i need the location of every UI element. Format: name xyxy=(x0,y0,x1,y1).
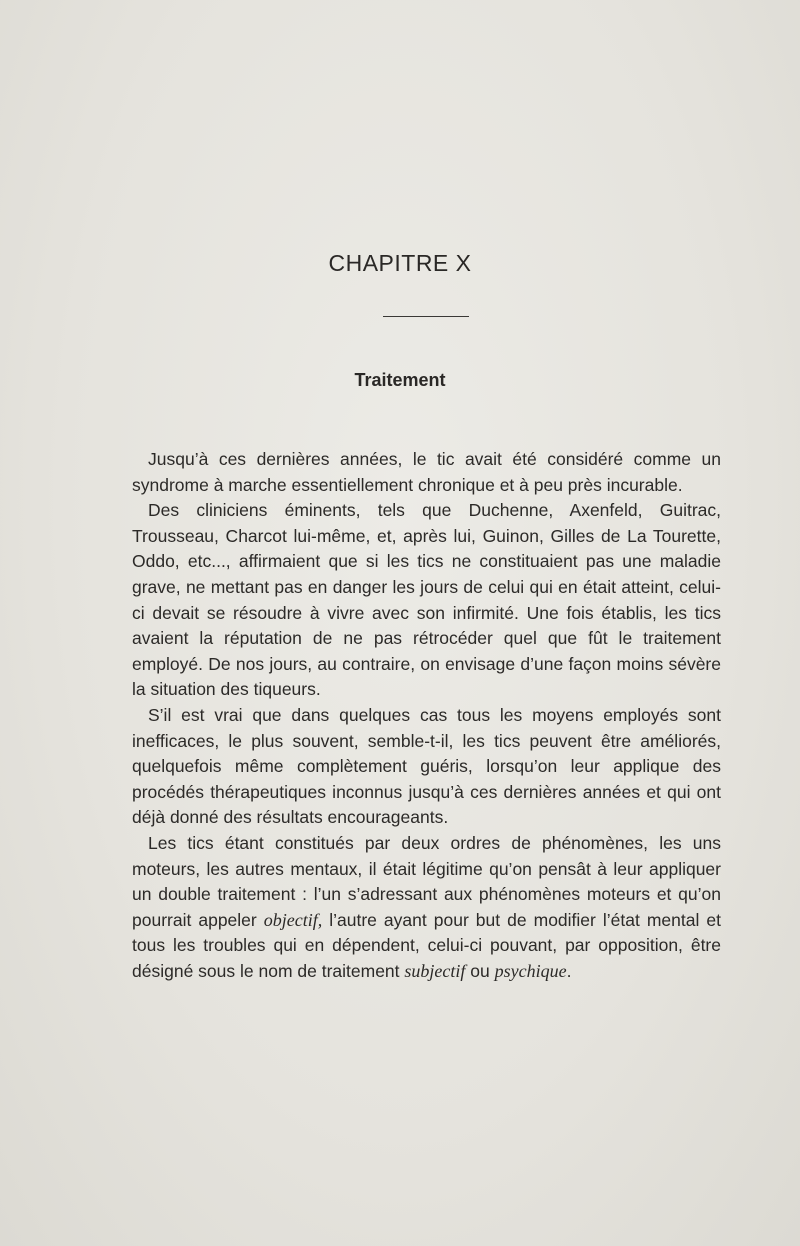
term-subjectif: subjectif xyxy=(404,960,466,981)
term-psychique: psychique xyxy=(494,960,567,981)
chapter-heading: CHAPITRE X xyxy=(328,250,472,276)
term-objectif: objectif, xyxy=(263,909,323,930)
paragraph-4 xyxy=(132,831,721,985)
paragraph-3: S’il est vrai que dans quelques cas tous les moyens employés sont inefficaces, le plus souvent, semble-t-il, les tics peuvent être améliorés, quelquefois même complètement guéris, lorsqu’on leur applique des procédés thérapeutiques inconnus jusqu’à ces dernières années et qui ont déjà donné des résultats encourageants. xyxy=(132,704,721,828)
paragraph-1: Jusqu’à ces dernières années, le tic avait été considéré comme un syndrome à marche essentiellement chronique et à peu près incurable. xyxy=(132,449,721,495)
body-text xyxy=(132,447,721,984)
section-title: Traitement xyxy=(354,370,446,390)
paragraph-2: Des cliniciens éminents, tels que Duchenne, Axenfeld, Guitrac, Trousseau, Charcot lui-même, et, après lui, Guinon, Gilles de La Tourette, Oddo, etc..., affirmaient que si les tics ne constituaient pas une maladie grave, ne mettant pas en danger les jours de celui qui en était atteint, celui-ci devait se résoudre à vivre avec son infirmité. Une fois établis, les tics avaient la réputation de ne pas rétrocéder quel que fût le traitement employé. De nos jours, au contraire, on envisage d’une façon moins sévère la situation des tiqueurs. xyxy=(132,500,721,700)
paragraph-4-part-3: ou xyxy=(465,960,495,981)
paragraph-4-part-4: . xyxy=(566,960,572,981)
paragraph-4-part-1: Les tics étant constitués par deux ordres de phénomènes, les uns moteurs, les autres mentaux, il était légitime qu’on pensât à leur appliquer un double traitement : l’un s’adressant aux phénomènes moteurs et qu’on pourrait appeler xyxy=(132,832,721,930)
paragraph-4-part-2: l’autre ayant pour but de modifier l’état mental et tous les troubles qui en dépendent, celui-ci pouvant, par opposition, être désigné sous le nom de traitement xyxy=(132,909,721,981)
heading-divider xyxy=(383,316,469,317)
